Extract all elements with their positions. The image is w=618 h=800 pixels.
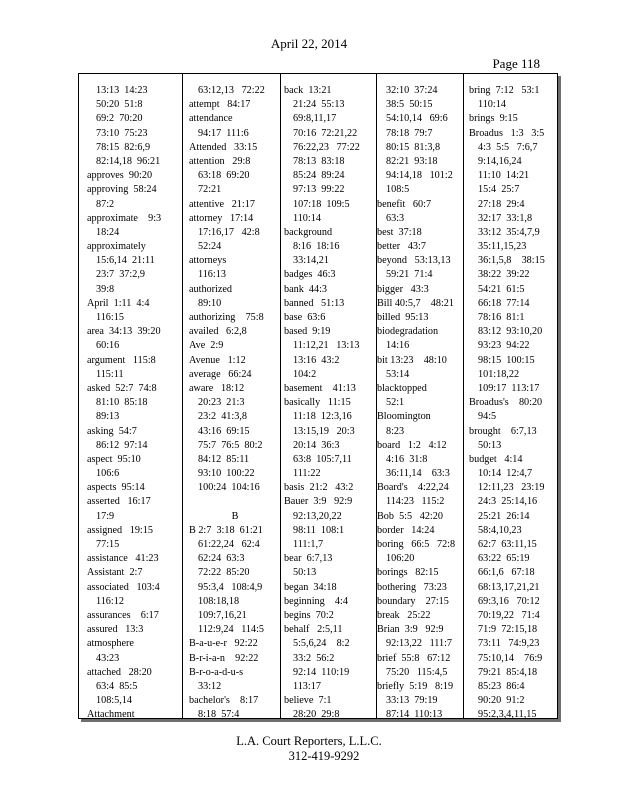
index-entry: brought 6:7,13	[469, 425, 537, 437]
index-entry: B 2:7 3:18 61:21	[189, 524, 263, 536]
index-entry-continuation: 13:16 43:2	[293, 354, 340, 366]
index-entry: B-r-i-a-n 92:22	[189, 652, 259, 664]
index-entry-continuation: 36:1,5,8 38:15	[478, 255, 545, 267]
index-entry-continuation: 50:13	[293, 567, 317, 579]
index-entry-continuation: 80:15 81:3,8	[386, 141, 441, 153]
index-entry-continuation: 93:10 100:22	[198, 468, 255, 480]
index-panel	[78, 73, 558, 719]
index-entry-continuation: 11:12,21 13:13	[293, 340, 360, 352]
index-entry: Bill 40:5,7 48:21	[377, 297, 454, 309]
index-entry-continuation: 52:1	[386, 397, 405, 409]
index-entry: approximately	[87, 241, 146, 253]
index-entry: Avenue 1:12	[189, 354, 246, 366]
index-entry-continuation: 86:12 97:14	[96, 439, 148, 451]
index-entry: boring 66:5 72:8	[377, 539, 456, 550]
index-entry-continuation: 20:14 36:3	[293, 439, 340, 451]
index-entry-continuation: 63:18 69:20	[198, 170, 250, 182]
index-entry-continuation: 23:7 37:2,9	[96, 269, 145, 281]
index-entry: begins 70:2	[284, 609, 334, 621]
index-entry-continuation: 110:14	[478, 99, 506, 111]
index-entry-continuation: 33:14,21	[293, 255, 329, 267]
index-entry-continuation: 111:22	[293, 468, 321, 480]
index-entry-continuation: 21:24 55:13	[293, 99, 345, 111]
index-entry-continuation: 68:13,17,21,21	[478, 581, 540, 593]
index-entry-continuation: 9:14,16,24	[478, 155, 522, 167]
index-entry-continuation: 70:19,22 71:4	[478, 609, 540, 621]
index-entry-continuation: 69:2 70:20	[96, 113, 143, 125]
index-entry: bothering 73:23	[377, 581, 447, 593]
index-entry: atmosphere	[87, 638, 134, 650]
index-entry-continuation: 38:5 50:15	[386, 99, 433, 111]
index-entry-continuation: 33:12	[198, 680, 222, 692]
index-entry: aspects 95:14	[87, 482, 145, 494]
index-entry: Bauer 3:9 92:9	[284, 496, 353, 508]
column-divider	[280, 74, 281, 718]
index-entry-continuation: 94:14,18 101:2	[386, 170, 453, 182]
index-entry-continuation: 63:8 105:7,11	[293, 453, 352, 465]
index-entry-continuation: 52:24	[198, 241, 222, 253]
index-entry-continuation: 112:9,24 114:5	[198, 624, 265, 636]
index-entry-continuation: 94:5	[478, 411, 497, 423]
index-entry: assigned 19:15	[87, 524, 153, 536]
index-entry: argument 115:8	[87, 354, 156, 366]
index-entry-continuation: 32:10 37:24	[386, 85, 438, 96]
index-entry: aspect 95:10	[87, 453, 141, 465]
index-entry-continuation: 72:22 85:20	[198, 567, 250, 579]
index-entry: Board's 4:22,24	[377, 482, 449, 494]
column-divider	[463, 74, 464, 718]
index-entry: Assistant 2:7	[87, 567, 143, 579]
index-entry-continuation: 33:12 35:4,7,9	[478, 226, 540, 238]
index-entry-continuation: 111:1,7	[293, 539, 324, 550]
index-entry: approximate 9:3	[87, 212, 162, 224]
index-entry-continuation: 60:16	[96, 340, 120, 352]
index-entry: best 37:18	[377, 226, 422, 238]
index-entry: attentive 21:17	[189, 198, 255, 210]
index-entry: availed 6:2,8	[189, 326, 247, 338]
index-entry: biodegradation	[377, 326, 439, 338]
index-entry-continuation: 98:15 100:15	[478, 354, 535, 366]
index-entry-continuation: 109:7,16,21	[198, 609, 247, 621]
index-entry-continuation: 23:2 41:3,8	[198, 411, 247, 423]
index-entry: attorney 17:14	[189, 212, 254, 224]
index-entry-continuation: 101:18,22	[478, 368, 520, 380]
index-entry: better 43:7	[377, 241, 426, 253]
footer-phone: 312-419-9292	[288, 749, 360, 763]
index-entry-continuation: 35:11,15,23	[478, 241, 527, 253]
index-entry-continuation: 4:16 31:8	[386, 453, 428, 465]
index-entry-continuation: 76:22,23 77:22	[293, 141, 360, 153]
index-entry: basement 41:13	[284, 382, 356, 394]
index-entry-continuation: 17:9	[96, 510, 115, 522]
index-entry-continuation: 27:18 29:4	[478, 198, 525, 210]
index-entry: Bob 5:5 42:20	[377, 510, 443, 522]
index-entry-continuation: 50:13	[478, 439, 502, 451]
index-entry-continuation: 113:17	[293, 680, 321, 692]
index-entry-continuation: 116:13	[198, 269, 226, 281]
index-entry: borings 82:15	[377, 567, 439, 579]
index-entry-continuation: 95:2,3,4,11,15	[478, 709, 537, 721]
index-entry: believe 7:1	[284, 695, 332, 707]
index-entry-continuation: 89:13	[96, 411, 120, 423]
index-entry: bachelor's 8:17	[189, 695, 259, 707]
index-entry: attendance	[189, 113, 233, 125]
index-entry: brings 9:15	[469, 113, 518, 125]
index-entry-continuation: 32:17 33:1,8	[478, 212, 533, 224]
index-entry-continuation: 38:22 39:22	[478, 269, 530, 281]
index-entry-continuation: 97:13 99:22	[293, 184, 345, 196]
index-entry-continuation: 95:3,4 108:4,9	[198, 581, 263, 593]
index-entry-continuation: 69:8,11,17	[293, 113, 337, 125]
index-entry-continuation: 78:16 81:1	[478, 312, 525, 323]
index-entry-continuation: 98:11 108:1	[293, 524, 345, 536]
index-entry-continuation: 116:12	[96, 595, 124, 607]
index-entry-continuation: 92:14 110:19	[293, 666, 350, 678]
index-entry: attorneys	[189, 255, 227, 267]
index-entry-continuation: 58:4,10,23	[478, 524, 522, 536]
index-entry: background	[284, 226, 333, 238]
page-number: Page 118	[492, 56, 540, 71]
index-entry-continuation: 15:4 25:7	[478, 184, 520, 196]
index-entry: authorizing 75:8	[189, 312, 264, 323]
index-entry: budget 4:14	[469, 453, 523, 465]
index-entry-continuation: 63:22 65:19	[478, 553, 530, 565]
index-entry-continuation: 116:15	[96, 312, 124, 323]
column-divider	[182, 74, 183, 718]
index-entry-continuation: 33:13 79:19	[386, 695, 438, 707]
index-entry: Ave 2:9	[189, 340, 224, 352]
index-entry: asked 52:7 74:8	[87, 382, 157, 394]
index-entry-continuation: 53:14	[386, 368, 410, 380]
index-entry-continuation: 82:14,18 96:21	[96, 155, 161, 167]
index-entry-continuation: 25:21 26:14	[478, 510, 530, 522]
index-entry: bank 44:3	[284, 283, 328, 295]
index-entry: Brian 3:9 92:9	[377, 624, 444, 636]
index-entry-continuation: 78:15 82:6,9	[96, 141, 151, 153]
index-entry-continuation: 79:21 85:4,18	[478, 666, 538, 678]
index-entry-continuation: 110:14	[293, 212, 321, 224]
header-date: April 22, 2014	[270, 36, 348, 51]
index-entry: authorized	[189, 283, 232, 295]
index-entry: Bloomington	[377, 411, 431, 423]
index-entry: Broadus 1:3 3:5	[469, 127, 545, 139]
index-entry: B-r-o-a-d-u-s	[189, 666, 244, 678]
index-entry-continuation: 84:12 85:11	[198, 453, 250, 465]
index-entry-continuation: 10:14 12:4,7	[478, 468, 533, 480]
index-entry: bear 6:7,13	[284, 553, 333, 565]
index-entry: approving 58:24	[87, 184, 157, 196]
index-entry-continuation: 100:24 104:16	[198, 482, 260, 494]
index-entry-continuation: 93:23 94:22	[478, 340, 530, 352]
index-entry-continuation: 5:5,6,24 8:2	[293, 638, 350, 650]
index-entry: boundary 27:15	[377, 595, 449, 607]
index-entry-continuation: 75:10,14 76:9	[478, 652, 543, 664]
index-entry-continuation: 20:23 21:3	[198, 397, 245, 409]
index-entry-continuation: 17:16,17 42:8	[198, 226, 260, 238]
index-entry: briefly 5:19 8:19	[377, 680, 454, 692]
index-entry: badges 46:3	[284, 269, 336, 281]
index-entry: border 14:24	[377, 524, 435, 536]
index-entry-continuation: 62:7 63:11,15	[478, 539, 537, 550]
index-entry-continuation: 50:20 51:8	[96, 99, 143, 111]
index-entry-continuation: 12:11,23 23:19	[478, 482, 545, 494]
index-entry: began 34:18	[284, 581, 337, 593]
index-entry-continuation: 73:10 75:23	[96, 127, 148, 139]
index-entry-continuation: 107:18 109:5	[293, 198, 350, 210]
index-entry: brief 55:8 67:12	[377, 652, 451, 664]
index-column-2	[189, 84, 281, 722]
index-entry-continuation: 81:10 85:18	[96, 397, 148, 409]
index-entry-continuation: 82:21 93:18	[386, 155, 438, 167]
index-entry: asserted 16:17	[87, 496, 151, 508]
index-entry-continuation: 106:20	[386, 553, 415, 565]
section-letter: B	[231, 510, 239, 522]
index-entry: assistance 41:23	[87, 553, 159, 565]
index-entry: average 66:24	[189, 368, 252, 380]
index-entry-continuation: 8:16 18:16	[293, 241, 340, 253]
index-entry: beyond 53:13,13	[377, 255, 451, 267]
index-column-1	[87, 84, 179, 722]
index-entry: asking 54:7	[87, 425, 137, 437]
index-entry: associated 103:4	[87, 581, 160, 593]
index-entry: beginning 4:4	[284, 595, 348, 607]
index-entry-continuation: 54:21 61:5	[478, 283, 525, 295]
index-entry-continuation: 75:7 76:5 80:2	[198, 439, 263, 451]
index-entry: Attachment	[87, 709, 135, 721]
index-entry-continuation: 83:12 93:10,20	[478, 326, 543, 338]
index-entry-continuation: 36:11,14 63:3	[386, 468, 450, 480]
index-entry: based 9:19	[284, 326, 331, 338]
index-entry: board 1:2 4:12	[377, 439, 447, 451]
index-entry: billed 95:13	[377, 312, 429, 323]
index-entry-continuation: 28:20 29:8	[293, 709, 340, 721]
index-column-5	[469, 84, 557, 722]
index-entry-continuation: 92:13,22 111:7	[386, 638, 453, 650]
index-entry-continuation: 18:24	[96, 226, 120, 238]
index-entry: blacktopped	[377, 382, 427, 394]
index-entry: Broadus's 80:20	[469, 397, 543, 409]
index-column-4	[377, 84, 469, 722]
index-entry-continuation: 14:16	[386, 340, 410, 352]
index-entry-continuation: 109:17 113:17	[478, 382, 540, 394]
index-entry-continuation: 4:3 5:5 7:6,7	[478, 141, 538, 153]
index-entry-continuation: 11:18 12:3,16	[293, 411, 352, 423]
index-entry: April 1:11 4:4	[87, 297, 150, 309]
index-entry-continuation: 33:2 56:2	[293, 652, 335, 664]
index-entry-continuation: 94:17 111:6	[198, 127, 249, 139]
index-entry: bigger 43:3	[377, 283, 429, 295]
index-entry-continuation: 71:9 72:15,18	[478, 624, 538, 636]
index-column-3	[284, 84, 376, 722]
index-entry: attached 28:20	[87, 666, 152, 678]
index-entry-continuation: 13:13 14:23	[96, 85, 148, 96]
index-entry-continuation: 13:15,19 20:3	[293, 425, 355, 437]
index-entry-continuation: 43:23	[96, 652, 120, 664]
index-entry-continuation: 63:12,13 72:22	[198, 85, 265, 96]
index-entry: B-a-u-e-r 92:22	[189, 638, 258, 650]
index-entry-continuation: 11:10 14:21	[478, 170, 530, 182]
index-entry-continuation: 78:18 79:7	[386, 127, 433, 139]
index-entry-continuation: 69:3,16 70:12	[478, 595, 540, 607]
index-entry: aware 18:12	[189, 382, 245, 394]
index-entry: assured 13:3	[87, 624, 144, 636]
index-entry-continuation: 85:24 89:24	[293, 170, 345, 182]
index-entry: banned 51:13	[284, 297, 345, 309]
index-entry-continuation: 59:21 71:4	[386, 269, 433, 281]
index-entry: bring 7:12 53:1	[469, 85, 540, 96]
index-entry-continuation: 63:4 85:5	[96, 680, 138, 692]
index-entry-continuation: 54:10,14 69:6	[386, 113, 448, 125]
index-entry: approves 90:20	[87, 170, 153, 182]
index-entry-continuation: 8:18 57:4	[198, 709, 240, 721]
index-entry: basis 21:2 43:2	[284, 482, 354, 494]
index-entry: base 63:6	[284, 312, 326, 323]
index-entry-continuation: 87:14 110:13	[386, 709, 443, 721]
index-entry-continuation: 66:18 77:14	[478, 297, 530, 309]
index-entry-continuation: 66:1,6 67:18	[478, 567, 535, 579]
index-entry: attention 29:8	[189, 155, 251, 167]
index-entry-continuation: 108:5	[386, 184, 410, 196]
index-entry: behalf 2:5,11	[284, 624, 343, 636]
index-entry: basically 11:15	[284, 397, 351, 409]
index-entry-continuation: 85:23 86:4	[478, 680, 525, 692]
index-entry: attempt 84:17	[189, 99, 251, 111]
index-entry-continuation: 73:11 74:9,23	[478, 638, 540, 650]
index-entry: back 13:21	[284, 85, 332, 96]
index-entry-continuation: 106:6	[96, 468, 120, 480]
index-entry-continuation: 89:10	[198, 297, 222, 309]
index-entry-continuation: 87:2	[96, 198, 115, 210]
index-entry-continuation: 92:13,20,22	[293, 510, 342, 522]
index-entry-continuation: 24:3 25:14,16	[478, 496, 538, 508]
index-entry-continuation: 72:21	[198, 184, 222, 196]
index-entry-continuation: 90:20 91:2	[478, 695, 525, 707]
index-entry-continuation: 61:22,24 62:4	[198, 539, 260, 550]
index-entry-continuation: 70:16 72:21,22	[293, 127, 358, 139]
index-entry-continuation: 78:13 83:18	[293, 155, 345, 167]
index-entry-continuation: 104:2	[293, 368, 317, 380]
index-entry-continuation: 114:23 115:2	[386, 496, 445, 508]
index-entry	[189, 495, 281, 509]
index-entry-continuation: 75:20 115:4,5	[386, 666, 448, 678]
index-entry-continuation: 39:8	[96, 283, 115, 295]
index-entry: assurances 6:17	[87, 609, 159, 621]
index-entry: Attended 33:15	[189, 141, 258, 153]
index-entry-continuation: 15:6,14 21:11	[96, 255, 155, 267]
index-entry: benefit 60:7	[377, 198, 432, 210]
index-entry-continuation: 108:18,18	[198, 595, 240, 607]
index-entry: bit 13:23 48:10	[377, 354, 447, 366]
index-entry-continuation: 62:24 63:3	[198, 553, 245, 565]
index-entry: area 34:13 39:20	[87, 326, 161, 338]
index-entry-continuation: 8:23	[386, 425, 405, 437]
index-entry-continuation: 77:15	[96, 539, 120, 550]
index-entry: break 25:22	[377, 609, 431, 621]
index-entry-continuation: 115:11	[96, 368, 124, 380]
index-entry-continuation: 63:3	[386, 212, 405, 224]
index-entry-continuation: 108:5,14	[96, 695, 132, 707]
index-entry-continuation: 43:16 69:15	[198, 425, 250, 437]
footer-company: L.A. Court Reporters, L.L.C.	[236, 734, 382, 748]
